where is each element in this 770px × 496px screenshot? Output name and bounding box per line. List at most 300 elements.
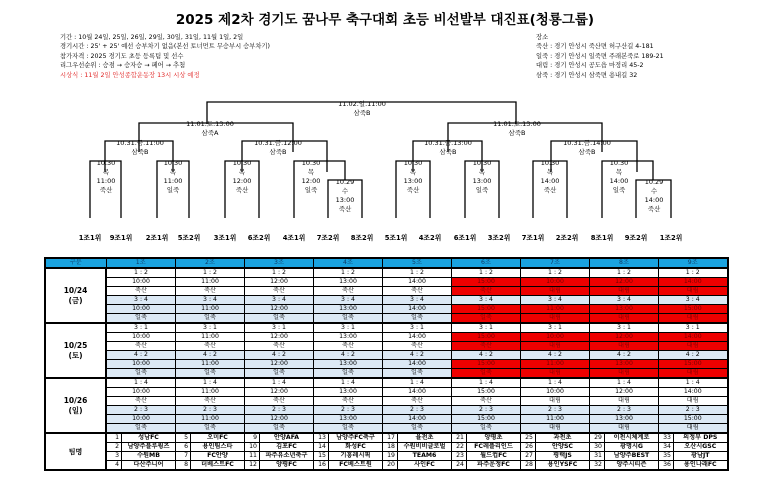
team-name: 용인YSFC: [536, 461, 590, 471]
match-venue: 삼죽B: [439, 148, 457, 156]
matchup-cell: 3 : 4: [176, 296, 245, 305]
matchup-cell: 1 : 2: [176, 268, 245, 278]
team-row: [45, 461, 728, 471]
team-row: [45, 433, 728, 443]
match-time: 11:00: [163, 177, 183, 185]
venue-cell: 대림: [590, 314, 659, 324]
matchup-cell: 3 : 4: [521, 296, 590, 305]
matchup-cell: 2 : 3: [106, 406, 176, 415]
venue-cell: 대림: [590, 424, 659, 434]
table-row: [45, 424, 728, 434]
team-name: 월드컵FC: [467, 452, 521, 461]
table-row: [45, 388, 728, 397]
matchup-cell: 1 : 4: [314, 378, 383, 388]
time-cell: 14:00: [383, 388, 452, 397]
matchup-cell: 1 : 4: [659, 378, 728, 388]
time-cell: 11:00: [521, 415, 590, 424]
match-time: 14:00: [644, 196, 664, 204]
matchup-cell: 1 : 2: [314, 268, 383, 278]
team-number: 21: [452, 433, 467, 443]
column-header: 3조: [245, 258, 314, 268]
team-number: 26: [521, 443, 536, 452]
match-day: 목: [478, 168, 486, 176]
match-venue: 죽산: [235, 186, 249, 194]
team-name: FC레플리인드: [467, 443, 521, 452]
matchup-cell: 3 : 1: [521, 323, 590, 333]
quarter-match-label: [563, 139, 611, 157]
matchup-cell: 3 : 1: [245, 323, 314, 333]
venue-cell: 대림: [521, 287, 590, 296]
matchup-cell: 2 : 3: [176, 406, 245, 415]
time-cell: 13:00: [314, 333, 383, 342]
match-date: 10.31.금.11:00: [116, 139, 164, 147]
team-number: 5: [176, 433, 191, 443]
match-venue: 죽산: [99, 186, 113, 194]
time-cell: 12:00: [590, 333, 659, 342]
time-cell: 10:00: [106, 360, 176, 369]
match-venue: 죽산: [338, 205, 352, 213]
venue-cell: 대림: [659, 314, 728, 324]
match-time: 12:00: [232, 177, 252, 185]
venue-cell: 죽산: [314, 397, 383, 406]
table-row: [45, 415, 728, 424]
matchup-cell: 3 : 1: [383, 323, 452, 333]
column-header: 2조: [176, 258, 245, 268]
venue-cell: 대림: [659, 342, 728, 351]
matchup-cell: 3 : 1: [659, 323, 728, 333]
seed-label: 9조1위: [109, 234, 133, 242]
matchup-cell: 1 : 4: [245, 378, 314, 388]
venue-cell: 일죽: [245, 369, 314, 379]
team-name: 파주유소년축구: [260, 452, 314, 461]
time-cell: 11:00: [176, 305, 245, 314]
team-number: 8: [176, 461, 191, 471]
team-number: 31: [590, 452, 605, 461]
table-row: [45, 406, 728, 415]
team-number: 3: [106, 452, 122, 461]
team-name: 안양AFA: [260, 433, 314, 443]
matchup-cell: 1 : 2: [659, 268, 728, 278]
matchup-cell: 4 : 2: [590, 351, 659, 360]
match-date: 10.30: [301, 159, 321, 167]
r16-match-label: [233, 159, 252, 195]
matchup-cell: 3 : 4: [452, 296, 521, 305]
matchup-cell: 2 : 3: [521, 406, 590, 415]
venue-cell: 대림: [521, 342, 590, 351]
team-number: 18: [383, 443, 398, 452]
table-row: [45, 333, 728, 342]
table-row: [45, 287, 728, 296]
matchup-cell: 4 : 2: [314, 351, 383, 360]
match-day: 목: [546, 168, 554, 176]
team-number: 20: [383, 461, 398, 471]
team-number: 27: [521, 452, 536, 461]
venue-cell: 일죽: [106, 314, 176, 324]
time-cell: 13:00: [314, 305, 383, 314]
venue-cell: 죽산: [452, 287, 521, 296]
match-venue: 죽산: [406, 186, 420, 194]
match-time: 13:00: [472, 177, 492, 185]
semi-match-label: [493, 120, 541, 138]
r16-match-label: [404, 159, 423, 195]
team-name: 용인나래FC: [674, 461, 728, 471]
venue-cell: 죽산: [106, 287, 176, 296]
time-cell: 13:00: [314, 388, 383, 397]
quarter-match-label: [254, 139, 302, 157]
match-date: 10.30: [540, 159, 560, 167]
r32-match-label: [645, 178, 664, 214]
venue-cell: 일죽: [245, 314, 314, 324]
time-cell: 11:00: [176, 388, 245, 397]
match-day: 목: [409, 168, 417, 176]
team-number: 32: [590, 461, 605, 471]
team-name: 김포FC: [260, 443, 314, 452]
team-number: 7: [176, 452, 191, 461]
time-cell: 14:00: [383, 305, 452, 314]
team-name: 오미FC: [191, 433, 245, 443]
day-cell: [45, 268, 106, 323]
matchup-cell: 3 : 1: [590, 323, 659, 333]
time-cell: 12:00: [245, 388, 314, 397]
team-name: 더베스트FC: [191, 461, 245, 471]
team-name: 남양주FC축구: [329, 433, 383, 443]
venue-cell: 죽산: [383, 342, 452, 351]
match-venue: 죽산: [647, 205, 661, 213]
r16-match-label: [610, 159, 629, 195]
venue-cell: 죽산: [314, 287, 383, 296]
match-venue: 삼죽B: [131, 148, 149, 156]
venue-cell: 대림: [590, 369, 659, 379]
venue-cell: 대림: [521, 369, 590, 379]
team-number: 16: [314, 461, 329, 471]
match-venue: 일죽: [166, 186, 180, 194]
team-number: 30: [590, 443, 605, 452]
seed-label: 3조1위: [213, 234, 237, 242]
venue-cell: 죽산: [106, 342, 176, 351]
team-name: 양평초: [467, 433, 521, 443]
venue-cell: 대림: [590, 397, 659, 406]
r16-match-label: [97, 159, 116, 195]
venue-cell: 대림: [590, 342, 659, 351]
match-venue: 일죽: [612, 186, 626, 194]
matchup-cell: 4 : 2: [452, 351, 521, 360]
match-date: 10.31.금.12:00: [254, 139, 302, 147]
table-row: [45, 278, 728, 287]
quarter-match-label: [424, 139, 472, 157]
time-cell: 14:00: [659, 278, 728, 287]
time-cell: 12:00: [245, 333, 314, 342]
matchup-cell: 2 : 3: [659, 406, 728, 415]
team-name: 양주시티즌: [605, 461, 659, 471]
day-weekday: (토): [68, 350, 83, 360]
match-venue: 일죽: [475, 186, 489, 194]
seed-label: 8조2위: [350, 234, 374, 242]
team-name: 용인팀스타: [191, 443, 245, 452]
time-cell: 11:00: [521, 360, 590, 369]
time-cell: 14:00: [659, 388, 728, 397]
team-number: 29: [590, 433, 605, 443]
table-row: [45, 378, 728, 388]
team-number: 33: [659, 433, 674, 443]
matchup-cell: 1 : 2: [590, 268, 659, 278]
team-name: 안양SC: [536, 443, 590, 452]
venue-cell: 일죽: [314, 314, 383, 324]
seed-label: 2조2위: [555, 234, 579, 242]
match-date: 10.29: [644, 178, 664, 186]
matchup-cell: 1 : 4: [106, 378, 176, 388]
team-name: 성남FC: [122, 433, 176, 443]
match-date: 10.31.금.14:00: [563, 139, 611, 147]
seed-label: 2조1위: [145, 234, 169, 242]
matchup-cell: 3 : 4: [590, 296, 659, 305]
time-cell: 15:00: [659, 360, 728, 369]
venue-cell: 일죽: [176, 424, 245, 434]
team-name: 다산주니어: [122, 461, 176, 471]
venue-cell: 대림: [590, 287, 659, 296]
table-row: [45, 305, 728, 314]
venue-cell: 대림: [659, 287, 728, 296]
matchup-cell: 3 : 1: [106, 323, 176, 333]
time-cell: 15:00: [452, 333, 521, 342]
team-name: TEAM6: [398, 452, 452, 461]
time-cell: 11:00: [176, 278, 245, 287]
venue-item: 일죽 : 경기 안성시 일죽면 주래본죽로 189-21: [536, 52, 664, 60]
team-label: 팀명: [45, 433, 106, 470]
seed-label: 1조1위: [78, 234, 102, 242]
match-day: 목: [102, 168, 110, 176]
matchup-cell: 1 : 2: [383, 268, 452, 278]
team-number: 11: [245, 452, 260, 461]
venue-cell: 일죽: [106, 424, 176, 434]
team-name: 광남JT: [674, 452, 728, 461]
venue-cell: 일죽: [383, 314, 452, 324]
r16-match-label: [473, 159, 492, 195]
page-title: 2025 제2차 경기도 꿈나무 축구대회 초등 비선발부 대진표(청룡그룹): [175, 12, 595, 28]
team-number: 25: [521, 433, 536, 443]
matchup-cell: 3 : 4: [314, 296, 383, 305]
eligibility-text: 참가자격 : 2025 경기도 초등 등록팀 및 선수: [60, 52, 184, 60]
time-cell: 12:00: [590, 388, 659, 397]
team-number: 35: [659, 452, 674, 461]
team-number: 9: [245, 433, 260, 443]
column-header: 5조: [383, 258, 452, 268]
time-cell: 11:00: [176, 415, 245, 424]
time-cell: 12:00: [245, 360, 314, 369]
table-row: [45, 369, 728, 379]
column-header: 1조: [106, 258, 176, 268]
match-venue: 삼죽B: [353, 109, 371, 117]
matchup-cell: 1 : 4: [521, 378, 590, 388]
match-day: 목: [169, 168, 177, 176]
team-name: 남양주블루윙즈: [122, 443, 176, 452]
time-cell: 12:00: [245, 305, 314, 314]
match-time: 12:00: [301, 177, 321, 185]
team-name: FC베스트원: [329, 461, 383, 471]
column-header: 4조: [314, 258, 383, 268]
time-cell: 13:00: [590, 360, 659, 369]
matchup-cell: 1 : 4: [383, 378, 452, 388]
venue-cell: 죽산: [314, 342, 383, 351]
venue-cell: 일죽: [383, 369, 452, 379]
venue-cell: 죽산: [452, 342, 521, 351]
venue-cell: 일죽: [106, 369, 176, 379]
matchup-cell: 3 : 4: [245, 296, 314, 305]
venue-cell: 죽산: [245, 397, 314, 406]
venue-heading: 장소: [536, 34, 549, 41]
time-cell: 13:00: [314, 415, 383, 424]
venue-cell: 죽산: [106, 397, 176, 406]
column-header: 구분: [45, 258, 106, 268]
seed-label: 4조1위: [282, 234, 306, 242]
time-cell: 14:00: [383, 333, 452, 342]
time-cell: 15:00: [452, 388, 521, 397]
match-time: 14:00: [540, 177, 560, 185]
team-number: 14: [314, 443, 329, 452]
venue-cell: 대림: [659, 369, 728, 379]
venue-cell: 죽산: [245, 287, 314, 296]
time-cell: 11:00: [521, 305, 590, 314]
match-day: 수: [650, 187, 658, 195]
day-cell: [45, 323, 106, 378]
venue-item: 대림 : 경기 안성시 공도읍 마정리 45-2: [536, 62, 644, 70]
team-name: 이천시체계로: [605, 433, 659, 443]
team-number: 12: [245, 461, 260, 471]
match-venue: 일죽: [304, 186, 318, 194]
team-number: 19: [383, 452, 398, 461]
team-number: 28: [521, 461, 536, 471]
venue-cell: 죽산: [245, 342, 314, 351]
seed-label: 4조2위: [418, 234, 442, 242]
venue-cell: 일죽: [452, 314, 521, 324]
table-row: [45, 360, 728, 369]
matchup-cell: 4 : 2: [106, 351, 176, 360]
venue-item: 죽산 : 경기 안성시 죽산면 허구산길 4-181: [536, 43, 654, 51]
venue-cell: 일죽: [176, 369, 245, 379]
venue-cell: 죽산: [383, 397, 452, 406]
time-cell: 14:00: [383, 278, 452, 287]
matchup-cell: 1 : 4: [452, 378, 521, 388]
team-number: 10: [245, 443, 260, 452]
seed-label: 7조1위: [521, 234, 545, 242]
matchup-cell: 4 : 2: [521, 351, 590, 360]
table-row: [45, 351, 728, 360]
venue-cell: 죽산: [452, 397, 521, 406]
team-name: 기흥레시픽: [329, 452, 383, 461]
venue-cell: 일죽: [245, 424, 314, 434]
match-venue: 삼죽B: [269, 148, 287, 156]
r32-match-label: [336, 178, 355, 214]
match-time: 14:00: [609, 177, 629, 185]
venue-cell: 대림: [659, 397, 728, 406]
match-date: 10.30: [163, 159, 183, 167]
match-time: 11:00: [96, 177, 116, 185]
league-priority-text: 리그우선순위 : 승점 → 승자승 → 페어 → 추첨: [60, 62, 186, 70]
column-header: 9조: [659, 258, 728, 268]
time-cell: 15:00: [452, 360, 521, 369]
time-cell: 15:00: [659, 305, 728, 314]
table-row: [45, 296, 728, 305]
seed-label: 5조1위: [384, 234, 408, 242]
matchup-cell: 3 : 1: [314, 323, 383, 333]
seed-label: 3조2위: [487, 234, 511, 242]
matchup-cell: 3 : 1: [176, 323, 245, 333]
day-weekday: (금): [68, 295, 83, 305]
matchup-cell: 1 : 4: [590, 378, 659, 388]
venue-cell: 대림: [521, 424, 590, 434]
r16-match-label: [302, 159, 321, 195]
r16-match-label: [541, 159, 560, 195]
match-date: 11.02.일.11:00: [338, 100, 386, 108]
team-name: 양평FC: [260, 461, 314, 471]
team-name: 율전초: [398, 433, 452, 443]
time-cell: 15:00: [452, 415, 521, 424]
matchup-cell: 2 : 3: [383, 406, 452, 415]
time-cell: 13:00: [590, 305, 659, 314]
venue-item: 삼죽 : 경기 안성시 삼죽면 용내길 32: [536, 71, 638, 79]
matchup-cell: 2 : 3: [590, 406, 659, 415]
semi-match-label: [186, 120, 234, 138]
final-match-label: [338, 100, 386, 118]
venue-cell: 죽산: [176, 287, 245, 296]
venue-cell: 일죽: [176, 314, 245, 324]
time-cell: 15:00: [452, 278, 521, 287]
matchup-cell: 3 : 4: [383, 296, 452, 305]
venue-cell: 대림: [521, 314, 590, 324]
matchup-cell: 2 : 3: [314, 406, 383, 415]
team-name: 오산시GSC: [674, 443, 728, 452]
time-cell: 12:00: [245, 278, 314, 287]
team-row: [45, 452, 728, 461]
match-day: 목: [238, 168, 246, 176]
team-number: 13: [314, 433, 329, 443]
matchup-cell: 4 : 2: [176, 351, 245, 360]
team-name: 평택JS: [536, 452, 590, 461]
match-date: 10.30: [96, 159, 116, 167]
seed-label: 6조1위: [453, 234, 477, 242]
time-cell: 14:00: [659, 333, 728, 342]
match-date: 10.30: [232, 159, 252, 167]
time-cell: 10:00: [521, 333, 590, 342]
match-date: 10.29: [335, 178, 355, 186]
matchup-cell: 3 : 1: [452, 323, 521, 333]
match-day: 목: [615, 168, 623, 176]
match-day: 목: [307, 168, 315, 176]
matchup-cell: 4 : 2: [383, 351, 452, 360]
team-name: 남양주BEST: [605, 452, 659, 461]
time-cell: 12:00: [590, 278, 659, 287]
time-cell: 10:00: [106, 305, 176, 314]
match-venue: 삼죽B: [508, 129, 526, 137]
match-venue: 삼죽A: [201, 129, 219, 137]
matchup-cell: 1 : 4: [176, 378, 245, 388]
team-number: 15: [314, 452, 329, 461]
time-cell: 15:00: [452, 305, 521, 314]
table-row: [45, 268, 728, 278]
team-name: 의정부 DPS: [674, 433, 728, 443]
venue-cell: 일죽: [452, 424, 521, 434]
team-number: 4: [106, 461, 122, 471]
table-row: [45, 342, 728, 351]
time-cell: 14:00: [383, 415, 452, 424]
team-number: 34: [659, 443, 674, 452]
time-cell: 12:00: [245, 415, 314, 424]
team-name: 과천초: [536, 433, 590, 443]
team-number: 1: [106, 433, 122, 443]
team-name: 사인FC: [398, 461, 452, 471]
team-name: 수원MB: [122, 452, 176, 461]
time-cell: 14:00: [383, 360, 452, 369]
venue-cell: 일죽: [383, 424, 452, 434]
